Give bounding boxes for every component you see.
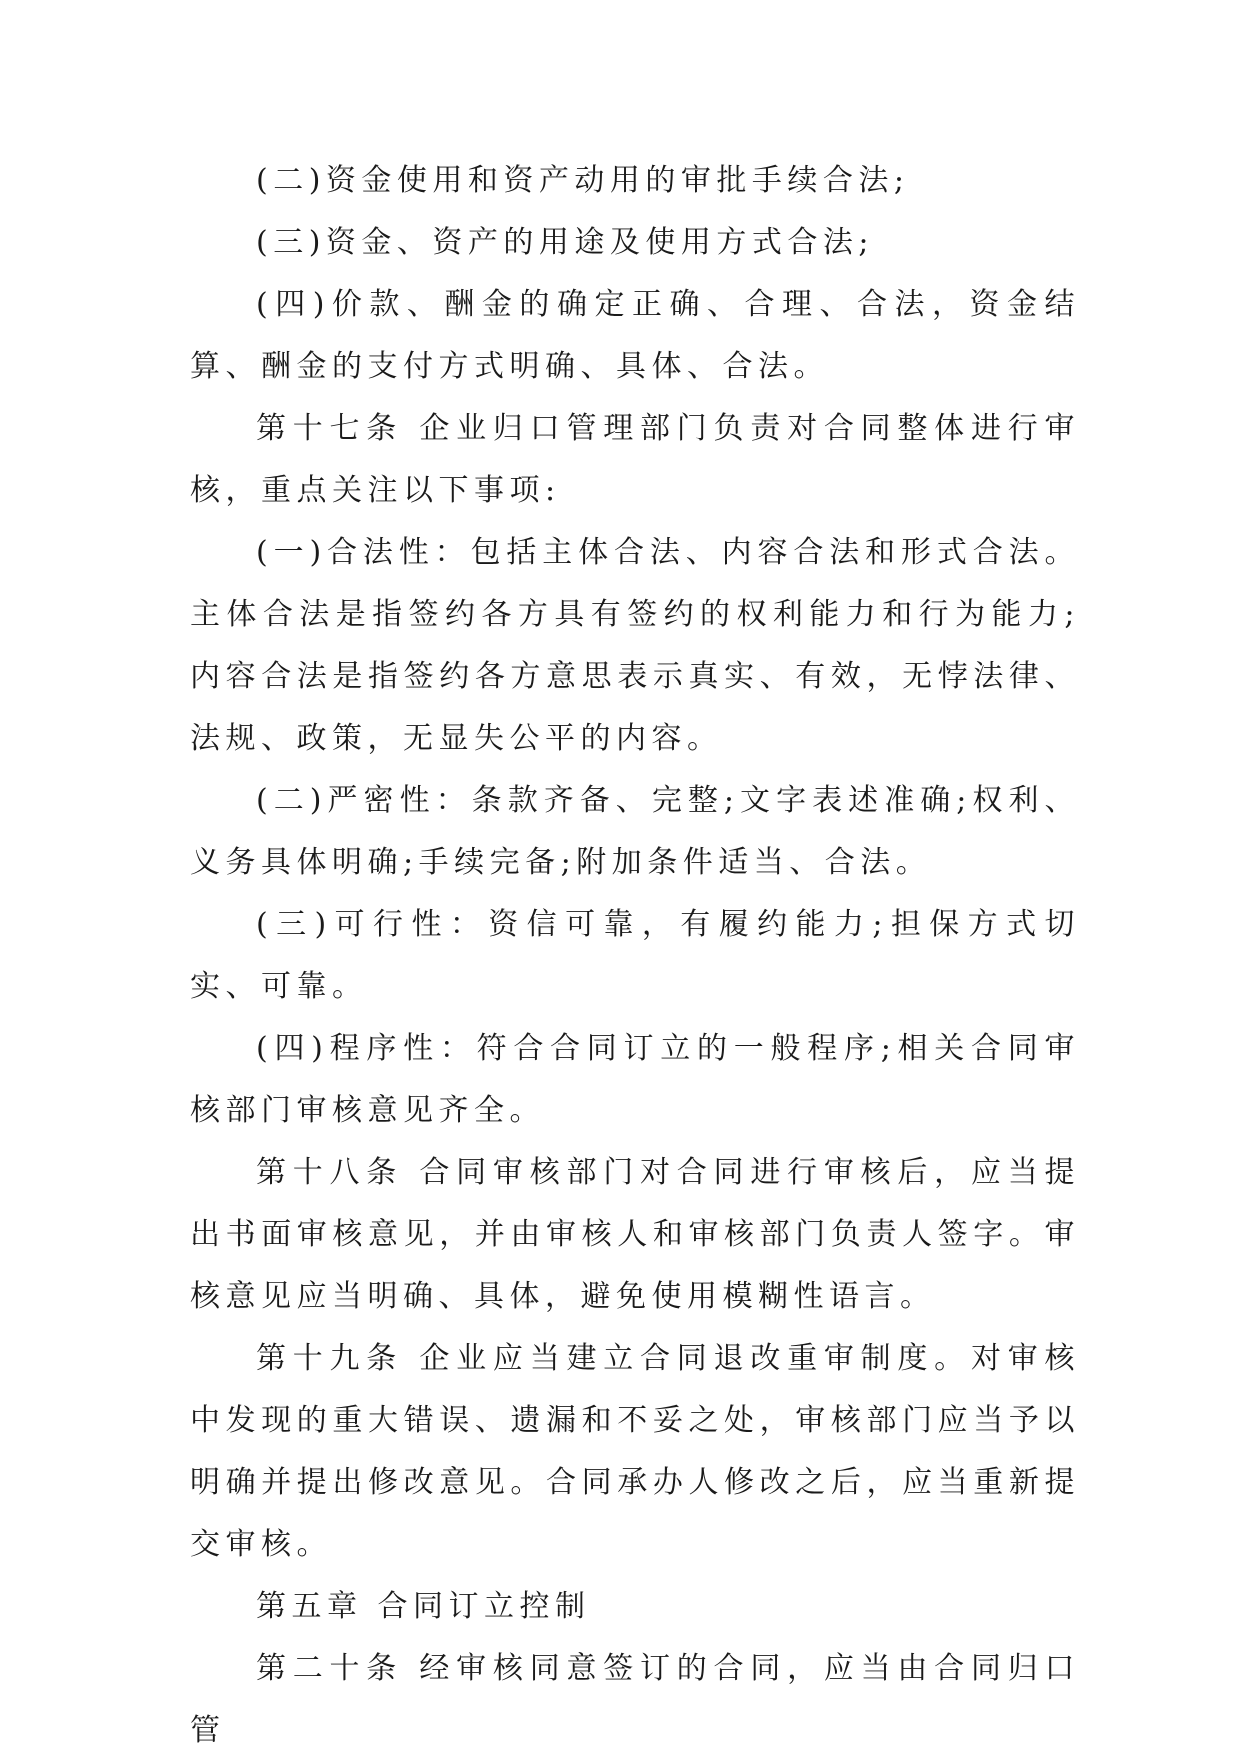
document-body <box>190 150 1080 1762</box>
paragraph-legality: (一)合法性：包括主体合法、内容合法和形式合法。主体合法是指签约各方具有签约的权利能力和行为能力;内容合法是指签约各方意思表示真实、有效，无悖法律、法规、政策，无显失公平的内容。 <box>190 535 1080 756</box>
paragraph-procedure: (四)程序性：符合合同订立的一般程序;相关合同审核部门审核意见齐全。 <box>190 1031 1080 1128</box>
article-20: 第二十条 经审核同意签订的合同，应当由合同归口管 <box>190 1651 1080 1748</box>
article-18: 第十八条 合同审核部门对合同进行审核后，应当提出书面审核意见，并由审核人和审核部门负责人签字。审核意见应当明确、具体，避免使用模糊性语言。 <box>190 1155 1080 1314</box>
chapter-5-heading: 第五章 合同订立控制 <box>256 1589 591 1624</box>
paragraph-price-remuneration: (四)价款、酬金的确定正确、合理、合法，资金结算、酬金的支付方式明确、具体、合法。 <box>190 287 1080 384</box>
article-19: 第十九条 企业应当建立合同退改重审制度。对审核中发现的重大错误、遗漏和不妥之处，审核部门应当予以明确并提出修改意见。合同承办人修改之后，应当重新提交审核。 <box>190 1341 1080 1562</box>
paragraph-rigor: (二)严密性：条款齐备、完整;文字表述准确;权利、义务具体明确;手续完备;附加条件适当、合法。 <box>190 783 1080 880</box>
paragraph-usage-method: (三)资金、资产的用途及使用方式合法; <box>256 225 875 260</box>
article-17: 第十七条 企业归口管理部门负责对合同整体进行审核，重点关注以下事项: <box>190 411 1080 508</box>
paragraph-feasibility: (三)可行性：资信可靠，有履约能力;担保方式切实、可靠。 <box>190 907 1080 1004</box>
paragraph-approval-procedure: (二)资金使用和资产动用的审批手续合法; <box>256 163 910 198</box>
